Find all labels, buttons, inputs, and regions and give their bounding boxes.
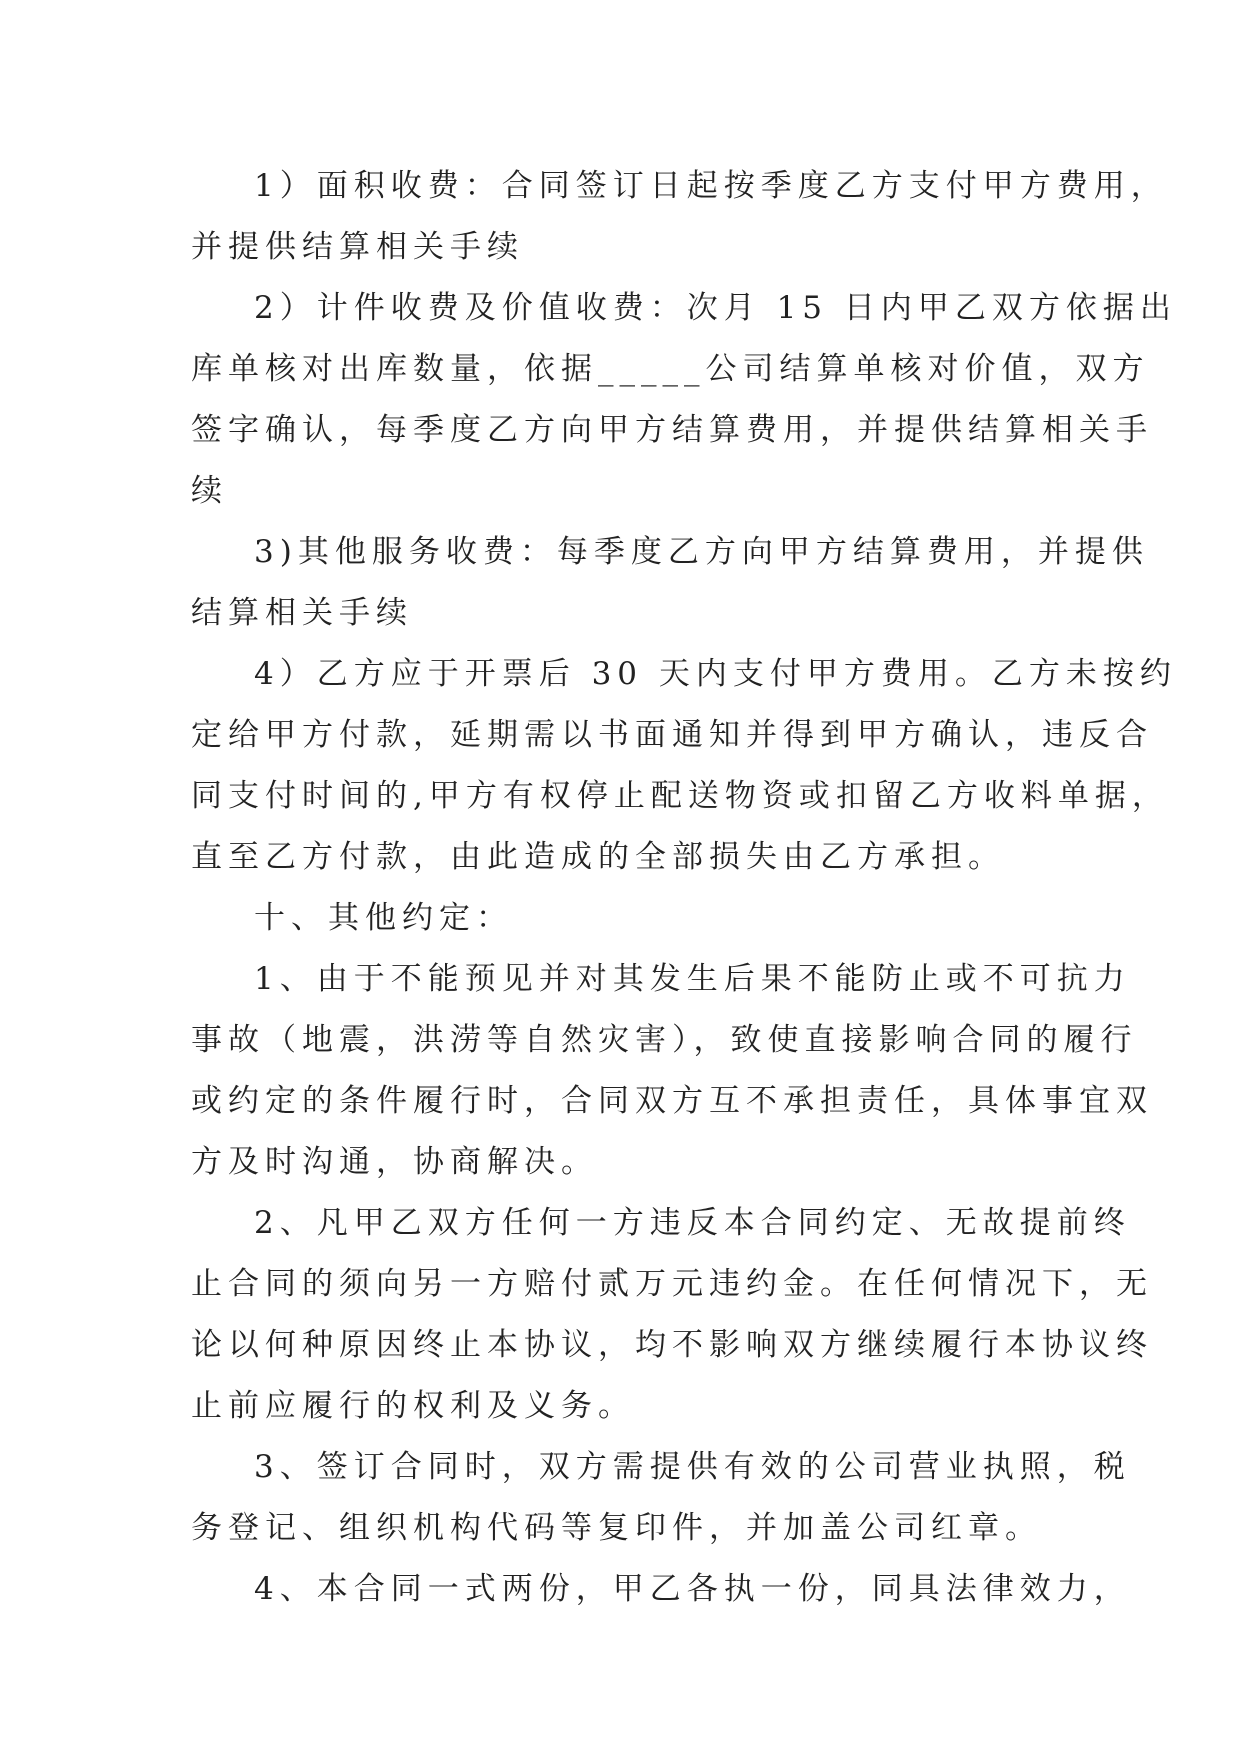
document-body (191, 156, 1177, 1620)
text-line: 务登记、组织机构代码等复印件，并加盖公司红章。 (191, 1510, 1042, 1546)
text-line: 续 (191, 473, 228, 509)
text-line: 3)其他服务收费：每季度乙方向甲方结算费用，并提供 (254, 534, 1149, 570)
text-line: 并提供结算相关手续 (191, 229, 524, 265)
text-line: 3、签订合同时，双方需提供有效的公司营业执照，税 (254, 1449, 1131, 1485)
text-line: 或约定的条件履行时，合同双方互不承担责任，具体事宜双 (191, 1083, 1153, 1119)
text-line: 同支付时间的,甲方有权停止配送物资或扣留乙方收料单据， (191, 778, 1169, 814)
text-line: 2）计件收费及价值收费：次月 15 日内甲乙双方依据出 (254, 290, 1177, 326)
text-line: 4、本合同一式两份，甲乙各执一份，同具法律效力， (254, 1571, 1131, 1607)
section-heading: 十、其他约定： (254, 900, 513, 936)
text-line: 论以何种原因终止本协议，均不影响双方继续履行本协议终 (191, 1327, 1153, 1363)
text-line: 库单核对出库数量，依据_____公司结算单核对价值，双方 (191, 351, 1150, 387)
text-line: 2、凡甲乙双方任何一方违反本合同约定、无故提前终 (254, 1205, 1131, 1241)
text-line: 4）乙方应于开票后 30 天内支付甲方费用。乙方未按约 (254, 656, 1177, 692)
text-line: 止合同的须向另一方赔付贰万元违约金。在任何情况下，无 (191, 1266, 1153, 1302)
text-line: 签字确认，每季度乙方向甲方结算费用，并提供结算相关手 (191, 412, 1153, 448)
text-line: 定给甲方付款，延期需以书面通知并得到甲方确认，违反合 (191, 717, 1153, 753)
text-line: 1、由于不能预见并对其发生后果不能防止或不可抗力 (254, 961, 1131, 997)
text-line: 结算相关手续 (191, 595, 413, 631)
text-line: 事故（地震，洪涝等自然灾害），致使直接影响合同的履行 (191, 1022, 1138, 1058)
text-line: 直至乙方付款，由此造成的全部损失由乙方承担。 (191, 839, 1005, 875)
text-line: 止前应履行的权利及义务。 (191, 1388, 635, 1424)
text-line: 方及时沟通，协商解决。 (191, 1144, 598, 1180)
text-line: 1）面积收费：合同签订日起按季度乙方支付甲方费用， (254, 168, 1168, 204)
